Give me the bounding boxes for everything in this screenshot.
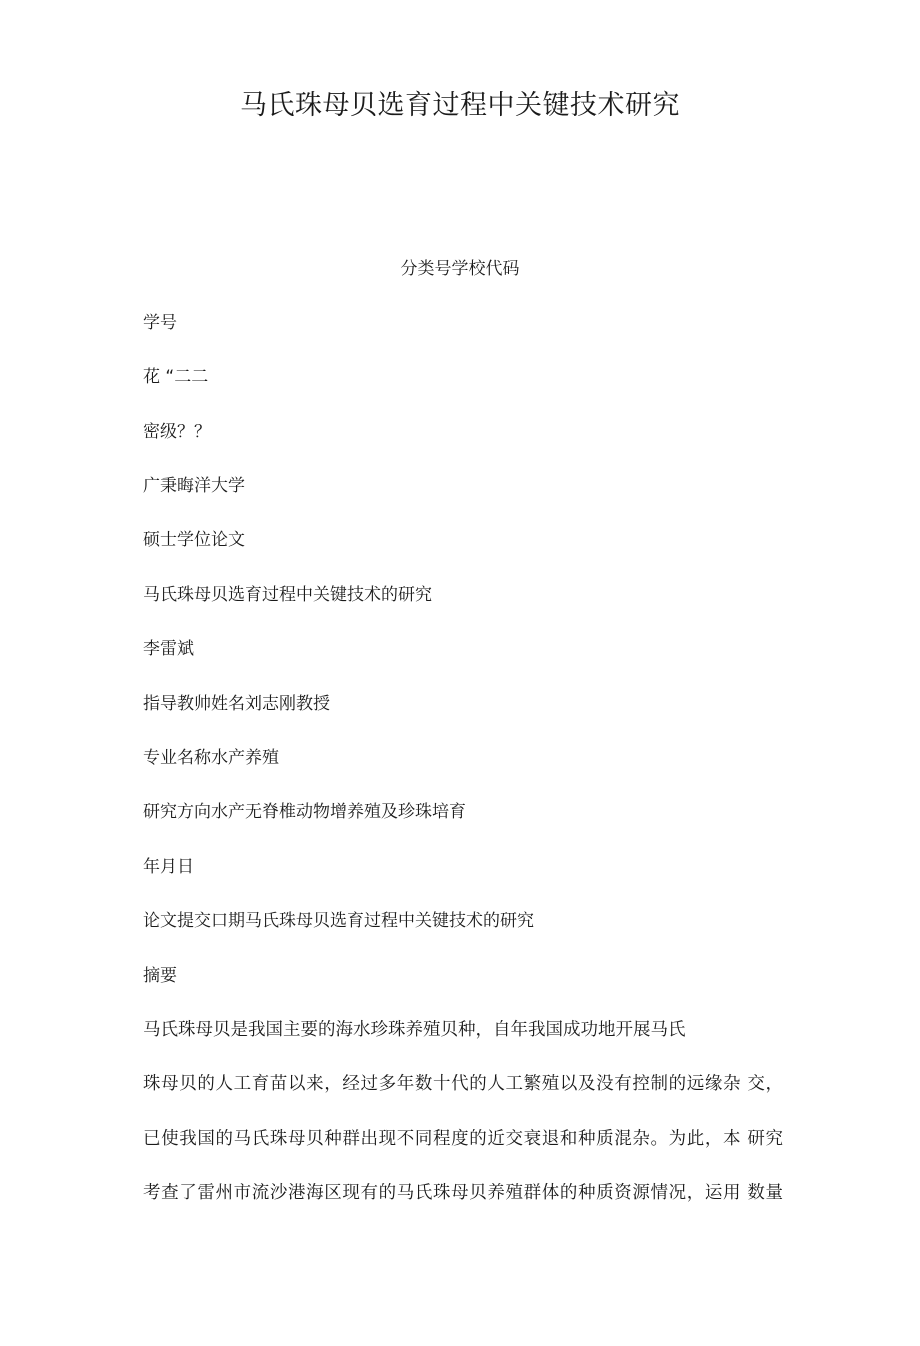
degree-type: 硕士学位论文 bbox=[143, 530, 245, 550]
student-id-label: 学号 bbox=[143, 313, 177, 333]
research-direction-line: 研究方向水产无脊椎动物增养殖及珍珠培育 bbox=[143, 802, 466, 822]
submission-date-line: 论文提交口期马氏珠母贝选育过程中关键技术的研究 bbox=[143, 911, 534, 931]
abstract-line: 珠母贝的人工育苗以来，经过多年数十代的人工繁殖以及没有控制的远缘杂 交， bbox=[143, 1074, 783, 1094]
date-line: 年月日 bbox=[143, 857, 194, 877]
security-level-label: 密级？？ bbox=[143, 422, 211, 442]
abstract-line: 马氏珠母贝是我国主要的海水珍珠养殖贝种，自年我国成功地开展马氏 bbox=[143, 1020, 686, 1040]
classification-line: 分类号学校代码 bbox=[400, 259, 520, 279]
author-name: 李雷斌 bbox=[143, 639, 194, 659]
abstract-line: 已使我国的马氏珠母贝种群出现不同程度的近交衰退和种质混杂。为此，本 研究 bbox=[143, 1129, 783, 1149]
university-name: 广秉晦洋大学 bbox=[143, 476, 245, 496]
thesis-title: 马氏珠母贝选育过程中关键技术的研究 bbox=[143, 585, 432, 605]
document-title: 马氏珠母贝选育过程中关键技术研究 bbox=[240, 90, 680, 121]
abstract-line: 考查了雷州市流沙港海区现有的马氏珠母贝养殖群体的种质资源情况，运用 数量 bbox=[143, 1183, 783, 1203]
garbled-line: 花 “二二 bbox=[143, 367, 209, 387]
abstract-heading: 摘要 bbox=[143, 966, 177, 986]
major-line: 专业名称水产养殖 bbox=[143, 748, 279, 768]
supervisor-line: 指导教帅姓名刘志刚教授 bbox=[143, 694, 330, 714]
